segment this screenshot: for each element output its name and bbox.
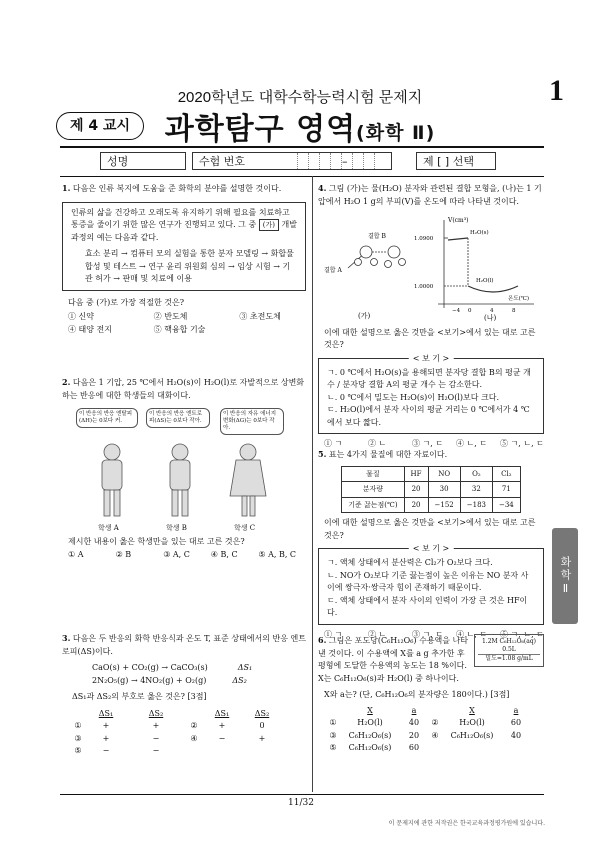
choice[interactable]: ① A: [68, 549, 84, 559]
q1-passage-box: 인류의 삶을 건강하고 오래도록 유지하기 위해 필요를 치료하고 통증을 줄이기 위한 많은 연구가 진행되고 있다. 그 중 (가) 개발 과정의 예는 다음과 같다. 효소 분리 → 컴퓨터 모의 실험을 통한 분자 모델링 → 화합물 합성 및 테스트 → 연구 윤리 위원회 심의 → 임상 시험 → 기관 허가 → 판매 및 치료에 이용: [62, 202, 306, 291]
x-tick: −4: [452, 308, 461, 314]
choice[interactable]: ②: [190, 721, 198, 730]
choice[interactable]: ② ㄴ: [368, 629, 387, 639]
page-number: 11/32: [288, 798, 314, 808]
header-rule: [60, 146, 544, 148]
choice[interactable]: ⑤ 핵융합 기술: [153, 324, 206, 334]
bogi-item: ㄱ. 액체 상태에서 분산력은 Cl₂가 O₂보다 크다.: [327, 558, 493, 567]
label-na: (나): [484, 314, 497, 322]
q5-table: 물질 HF NO O₂ Cl₂ 분자량 20 30 32 71 기준 끓는점(℃) 20 −152 −183 −34: [341, 466, 521, 514]
students-illustration: [62, 438, 306, 522]
q2-figure: [62, 406, 306, 532]
question-6: 6. 그림은 포도당(C₆H₁₂O₆) 수용액을 나타낸 것이다. 이 수용액에 X를 a g 추가한 후 평형에 도달한 수용액의 농도는 18 %이다. X는 C₆H₁₂O₆(s)과 H₂O(l) 중 하나이다. 1.2M C₆H₁₂O₆(aq) 0.5L 밀도=1.08 g/mL X와 a는? (단, C₆H₁₂O₆의 분자량은 180이다.) [3점] X a X a ① H₂O(l) 40 ② H₂O(l) 60 ③ C₆H₁₂O₆(s) 20 ④ C₆H₁₂O₆(s) 40 ⑤ C₆H₁₂O₆(s) 60: [318, 634, 544, 755]
choice[interactable]: ② B: [115, 549, 132, 559]
q3-answer-grid: ΔS₁ ΔS₂ ΔS₁ ΔS₂ ① + + ② + 0 ③ + − ④ − + ⑤ − −: [62, 708, 306, 758]
reaction-2: 2N₂O₅(g) → 4NO₂(g) + O₂(g) ΔS₂: [92, 675, 247, 685]
choice[interactable]: ③: [329, 730, 337, 740]
choice[interactable]: ② 반도체: [153, 312, 188, 321]
choice[interactable]: ① 신약: [68, 312, 94, 321]
bogi-item: ㄴ. 0 ℃에서 밀도는 H₂O(s)이 H₂O(l)보다 크다.: [327, 392, 500, 402]
q5-bogi-box: < 보 기 > ㄱ. 액체 상태에서 분산력은 Cl₂가 O₂보다 크다. ㄴ. NO가 O₂보다 기준 끓는점이 높은 이유는 NO 분자 사이에 쌍극자·쌍극자 힘이 존재하기 때문이다. ㄷ. 액체 상태에서 분자 사이의 인력이 가장 큰 것은 HF이다.: [318, 548, 544, 625]
speech-bubble: 이 반응의 반응 엔트로피(ΔS)는 0보다 작아.: [146, 408, 210, 428]
choice[interactable]: ⑤: [74, 746, 82, 755]
choice[interactable]: ③ ㄱ, ㄷ: [412, 629, 444, 639]
info-bar: [100, 152, 500, 172]
student-label: 학생 C: [234, 524, 256, 532]
footer-rule: [60, 794, 544, 795]
curve-label-l: H₂O(l): [476, 278, 494, 284]
q1-process: 효소 분리 → 컴퓨터 모의 실험을 통한 분자 모델링 → 화합물 합성 및 테스트 → 연구 윤리 위원회 심의 → 임상 시험 → 기관 허가 → 판매 및 치료에 이용: [85, 249, 294, 283]
choice[interactable]: ①: [329, 718, 337, 727]
subject-side-tab: 화학Ⅱ: [552, 528, 578, 624]
choice[interactable]: ③: [74, 733, 82, 743]
subject-main: 과학탐구 영역: [164, 112, 357, 147]
choice[interactable]: ④ ㄴ, ㄷ: [456, 629, 488, 639]
choice[interactable]: ① ㄱ: [324, 439, 343, 448]
speech-bubble: 이 반응의 자유 에너지 변화(ΔG)는 0보다 작아.: [220, 408, 284, 435]
choice[interactable]: ⑤ ㄱ, ㄴ, ㄷ: [500, 439, 544, 448]
choice[interactable]: ③ 초전도체: [239, 312, 281, 321]
subject-sub: (화학 Ⅱ): [356, 122, 436, 144]
bogi-item: ㄴ. NO가 O₂보다 기준 끓는점이 높은 이유는 NO 분자 사이에 쌍극자·쌍극자 힘이 존재하기 때문이다.: [327, 570, 529, 592]
choice[interactable]: ②: [431, 718, 439, 727]
choice[interactable]: ④ 태양 전지: [68, 324, 112, 334]
choice[interactable]: ① ㄱ: [324, 629, 343, 639]
choice[interactable]: ④: [190, 733, 198, 743]
choice[interactable]: ② ㄴ: [368, 439, 387, 448]
choice[interactable]: ⑤ ㄱ, ㄴ, ㄷ: [500, 629, 544, 639]
q4-bogi-box: < 보 기 > ㄱ. 0 ℃에서 H₂O(s)을 용해되면 분자당 결합 B의 평균 개수 / 분자당 결합 A의 평균 개수 는 감소한다. ㄴ. 0 ℃에서 밀도는 H₂O(s)이 H₂O(l)보다 크다. ㄷ. H₂O(l)에서 분자 사이의 평균 거리는 0 ℃에서가 4 ℃에서 보다 짧다.: [318, 358, 544, 435]
choice[interactable]: ④: [431, 730, 439, 740]
bond-b-label: 결합 B: [368, 233, 386, 240]
choice[interactable]: ⑤ A, B, C: [258, 549, 297, 559]
student-label: 학생 A: [98, 524, 119, 532]
bogi-item: ㄷ. H₂O(l)에서 분자 사이의 평균 거리는 0 ℃에서가 4 ℃에서 보다 짧다.: [327, 405, 530, 427]
question-1: 1. 다음은 인류 복지에 도움을 준 화학의 분야를 설명한 것이다. 인류의 삶을 건강하고 오래도록 유지하기 위해 필요를 치료하고 통증을 줄이기 위한 많은 연구가 진행되고 있다. 그 중 (가) 개발 과정의 예는 다음과 같다. 효소 분리 → 컴퓨터 모의 실험을 통한 분자 모델링 → 화합물 합성 및 테스트 → 연구 윤리 위원회 심의 → 임상 시험 → 기관 허가 → 판매 및 치료에 이용 다음 중 (가)로 가장 적절한 것은? ① 신약 ② 반도체 ③ 초전도체 ④ 태양 전지 ⑤ 핵융합 기술: [62, 182, 306, 336]
bond-a-label: 결합 A: [324, 267, 342, 274]
student-label: 학생 B: [166, 524, 187, 532]
curve-label-s: H₂O(s): [470, 230, 489, 236]
copyright-notice: 이 문제지에 관한 저작권은 한국교육과정평가원에 있습니다.: [388, 820, 545, 827]
name-field[interactable]: 성명: [100, 152, 186, 170]
question-3: 3. 다음은 두 반응의 화학 반응식과 온도 T, 표준 상태에서의 반응 엔트로피(ΔS)이다. CaO(s) + CO₂(g) → CaCO₃(s) ΔS₁ 2N₂O₅(g) → 4NO₂(g) + O₂(g) ΔS₂ ΔS₁과 ΔS₂의 부호로 옳은 것은? [3점] ΔS₁ ΔS₂ ΔS₁ ΔS₂ ① + + ② + 0 ③ + − ④ − + ⑤ − −: [62, 632, 306, 758]
question-4: 4. 그림 (가)는 물(H₂O) 분자와 관련된 결합 모형을, (나)는 1 기압에서 H₂O 1 g의 부피(V)를 온도에 따라 나타낸 것이다. 결합 A 결합 B (가) V(cm³) 1.0900 1.0000 −4 0 4 8 온도(℃) H₂O(s) H₂O(l) (나) 이에 대한 설명으로 옳은 것만을 <보기>에서 있는 대로 고른 것은? < 보 기 > ㄱ. 0 ℃에서 H₂O(s)을 용해되면 분자당 결합 B의 평균 개수 / 분자당 결합 A의 평균 개수 는 감소한다. ㄴ. 0 ℃에서 밀도는 H₂O(s)이 H₂O(l)보다 크다. ㄷ. H₂O(l)에서 분자 사이의 평균 거리는 0 ℃에서가 4 ℃에서 보다 짧다. ① ㄱ ② ㄴ ③ ㄱ, ㄷ ④ ㄴ, ㄷ ⑤ ㄱ, ㄴ, ㄷ: [318, 182, 544, 451]
subject-title: [0, 104, 600, 148]
choice[interactable]: ③ ㄱ, ㄷ: [412, 439, 444, 448]
bogi-item: ㄱ. 0 ℃에서 H₂O(s)을 용해되면 분자당 결합 B의 평균 개수 / 분자당 결합 A의 평균 개수 는 감소한다.: [327, 367, 531, 389]
choice-field[interactable]: 제 [ ] 선택: [416, 152, 496, 170]
reaction-1: CaO(s) + CO₂(g) → CaCO₃(s) ΔS₁: [92, 663, 253, 672]
x-tick: 4: [490, 308, 494, 314]
question-2: 2. 다음은 1 기압, 25 ℃에서 H₂O(s)이 H₂O(l)로 자발적으로 상변화하는 반응에 대한 학생들의 대화이다. 이 반응의 반응 엔탈피(ΔH)는 0보다 커. 이 반응의 반응 엔트로피(ΔS)는 0보다 작아. 이 반응의 자유 에너지 변화(ΔG)는 0보다 작아. 학생 A 학생 B 학생 C 제시한 내용이 옳은 학생만을 있는 대로 고른 것은? ① A ② B ③ A, C ④ B, C ⑤ A, B, C: [62, 376, 306, 561]
q4-figure: [318, 212, 544, 322]
choice[interactable]: ①: [74, 721, 82, 730]
q6-answer-grid: X a X a ① H₂O(l) 40 ② H₂O(l) 60 ③ C₆H₁₂O₆(s) 20 ④ C₆H₁₂O₆(s) 40 ⑤ C₆H₁₂O₆(s) 60: [318, 705, 544, 755]
speech-bubble: 이 반응의 반응 엔탈피(ΔH)는 0보다 커.: [76, 408, 138, 428]
q1-tag: (가): [259, 219, 279, 231]
x-tick: 8: [512, 308, 516, 314]
bogi-item: ㄷ. 액체 상태에서 분자 사이의 인력이 가장 큰 것은 HF이다.: [327, 595, 528, 617]
question-5: 5. 표는 4가지 물질에 대한 자료이다. 물질 HF NO O₂ Cl₂ 분자량 20 30 32 71 기준 끓는점(℃) 20 −152 −183 −34 이에 대한 설명으로 옳은 것만을 <보기>에서 있는 대로 고른 것은? < 보 기 > ㄱ. 액체 상태에서 분산력은 Cl₂가 O₂보다 크다. ㄴ. NO가 O₂보다 기준 끓는점이 높은 이유는 NO 분자 사이에 쌍극자·쌍극자 힘이 존재하기 때문이다. ㄷ. 액체 상태에서 분자 사이의 인력이 가장 큰 것은 HF이다. ① ㄱ ② ㄴ ③ ㄱ, ㄷ ④ ㄴ, ㄷ ⑤ ㄱ, ㄴ, ㄷ: [318, 448, 544, 641]
column-divider: [312, 176, 313, 792]
y-tick: 1.0900: [414, 236, 434, 242]
choice[interactable]: ③ A, C: [163, 549, 190, 559]
beaker-label: 1.2M C₆H₁₂O₆(aq) 0.5L 밀도=1.08 g/mL: [474, 634, 544, 667]
exam-title: 2020학년도 대학수학능력시험 문제지: [177, 89, 423, 106]
x-tick: 0: [468, 308, 472, 314]
graph-y-label: V(cm³): [448, 217, 469, 224]
page-badge: 1: [549, 74, 564, 107]
choice[interactable]: ⑤: [329, 743, 337, 752]
info-rule: [60, 176, 544, 177]
choice[interactable]: ④ ㄴ, ㄷ: [456, 439, 488, 448]
session-badge: 제 4 교시: [56, 112, 144, 140]
label-ga: (가): [358, 312, 371, 320]
graph-x-label: 온도(℃): [508, 296, 530, 302]
choice[interactable]: ④ B, C: [210, 549, 238, 559]
q1-choices: [62, 311, 306, 336]
q2-choices: [62, 549, 306, 562]
y-tick: 1.0000: [414, 284, 434, 290]
exam-number-field[interactable]: 수험 번호 –: [192, 152, 392, 170]
